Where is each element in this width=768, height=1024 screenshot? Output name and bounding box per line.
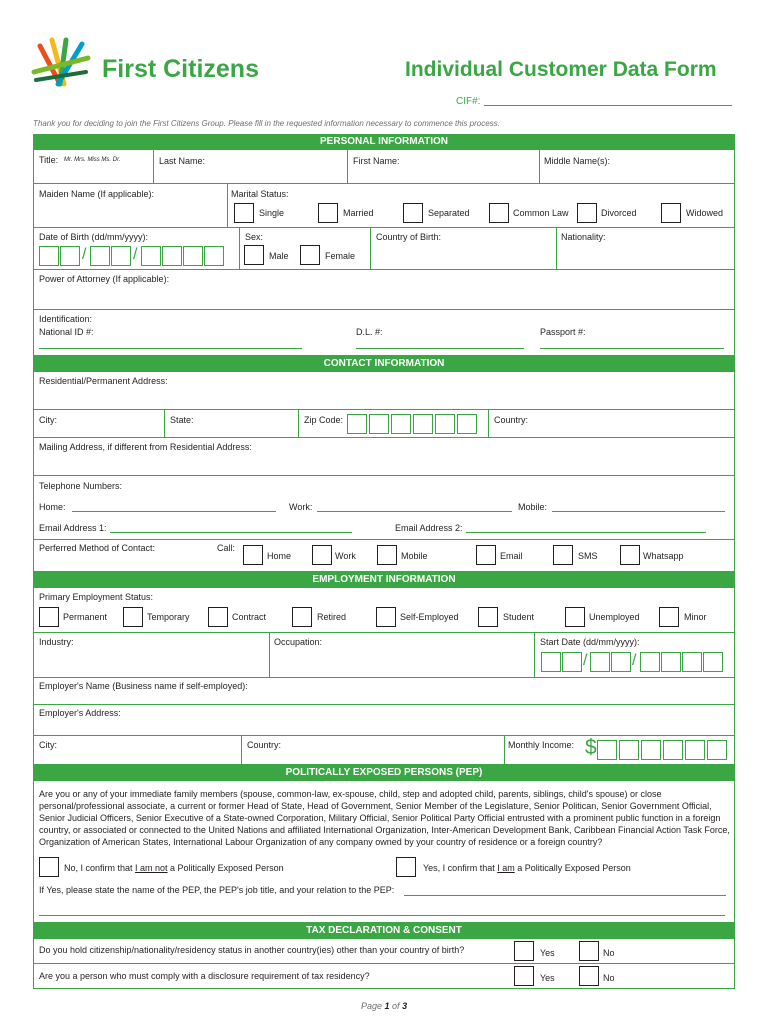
- pep-details-field-1[interactable]: [404, 895, 726, 896]
- dob-slash-2: /: [133, 246, 138, 263]
- contact-sms-checkbox[interactable]: [553, 545, 573, 565]
- zip-box-3[interactable]: [391, 414, 411, 434]
- row-pep: [33, 781, 735, 923]
- status-permanent-checkbox[interactable]: [39, 607, 59, 627]
- cif-field[interactable]: [484, 105, 732, 106]
- occupation-label: Occupation:: [274, 637, 323, 647]
- sex-male-label: Male: [269, 251, 289, 261]
- pep-heading: POLITICALLY EXPOSED PERSONS (PEP): [33, 765, 735, 781]
- start-day-2[interactable]: [562, 652, 582, 672]
- contact-work-checkbox[interactable]: [312, 545, 332, 565]
- dob-day-1[interactable]: [39, 246, 59, 266]
- identification-label: Identification:: [39, 314, 93, 324]
- contact-heading: CONTACT INFORMATION: [33, 356, 735, 372]
- row-tax-q1: [33, 939, 735, 964]
- poa-label: Power of Attorney (If applicable):: [39, 274, 170, 284]
- currency-symbol: $: [585, 736, 597, 759]
- row-tax-q2: [33, 964, 735, 989]
- start-year-3[interactable]: [682, 652, 702, 672]
- zip-box-5[interactable]: [435, 414, 455, 434]
- personal-heading: PERSONAL INFORMATION: [33, 134, 735, 150]
- passport-label: Passport #:: [540, 327, 586, 337]
- page-prefix: Page: [361, 1001, 385, 1011]
- marital-divorced-checkbox[interactable]: [577, 203, 597, 223]
- maiden-name-label: Maiden Name (If applicable):: [39, 189, 155, 199]
- mobile-label: Mobile:: [518, 502, 548, 512]
- pep-yes-underlined: I am: [497, 863, 515, 873]
- row-city-state: [33, 410, 735, 438]
- email1-label: Email Address 1:: [39, 523, 107, 533]
- contact-whatsapp-label: Whatsapp: [643, 551, 684, 561]
- pep-yes-checkbox[interactable]: [396, 857, 416, 877]
- zip-label: Zip Code:: [304, 415, 344, 425]
- status-temporary-checkbox[interactable]: [123, 607, 143, 627]
- row-dob-sex: [33, 228, 735, 270]
- marital-divorced-label: Divorced: [601, 208, 637, 218]
- first-name-label: First Name:: [353, 156, 400, 166]
- pep-question: Are you or any of your immediate family members (spouse, common-law, ex-spouse, child, step and adopted child, parents, siblings, child's spouse) or close personal/professional associate, a current or former Head of State, Head of Government, Senior Member of the Legislature, Senior Politican, Senior Government Official, Senior Judicial Officers, Senior Executive of a State-owned Corporation, Military Official, Senior Political Party Official entrusted with a prominent public function in a foreign country, or associated or connected to the United Nations and affiliated International Organization, Inter-American Development Bank, Caribbean Financial Action Task Force, Organization of American States, International Labour Organization of any company owned by your country of residence or a foreign country?: [39, 789, 730, 847]
- employment-heading: EMPLOYMENT INFORMATION: [33, 572, 735, 588]
- row-names: [33, 150, 735, 184]
- sex-female-checkbox[interactable]: [300, 245, 320, 265]
- status-student-checkbox[interactable]: [478, 607, 498, 627]
- marital-single-checkbox[interactable]: [234, 203, 254, 223]
- mobile-phone-field[interactable]: [552, 511, 725, 512]
- income-box-5[interactable]: [685, 740, 705, 760]
- pep-no-checkbox[interactable]: [39, 857, 59, 877]
- dl-field[interactable]: [356, 348, 524, 349]
- work-label: Work:: [289, 502, 313, 512]
- status-contract-label: Contract: [232, 612, 267, 622]
- marital-widowed-label: Widowed: [686, 208, 724, 218]
- income-box-6[interactable]: [707, 740, 727, 760]
- tax-q2-no-label: No: [603, 973, 615, 983]
- row-employer-address: [33, 705, 735, 736]
- national-id-field[interactable]: [39, 348, 302, 349]
- status-unemployed-checkbox[interactable]: [565, 607, 585, 627]
- home-label: Home:: [39, 502, 66, 512]
- country-of-birth-label: Country of Birth:: [376, 232, 442, 242]
- zip-box-6[interactable]: [457, 414, 477, 434]
- start-year-2[interactable]: [661, 652, 681, 672]
- telephone-label: Telephone Numbers:: [39, 481, 123, 491]
- start-day-1[interactable]: [541, 652, 561, 672]
- intro-text: Thank you for deciding to join the First Citizens Group. Please fill in the requested information necessary to commence this process.: [33, 119, 500, 128]
- logo: [30, 36, 94, 92]
- contact-home-label: Home: [267, 551, 292, 561]
- contact-sms-label: SMS: [578, 551, 598, 561]
- logo-mark-icon: [30, 36, 94, 92]
- page-current: 1: [384, 1001, 390, 1011]
- email2-field[interactable]: [466, 532, 706, 533]
- income-box-3[interactable]: [641, 740, 661, 760]
- dob-year-2[interactable]: [162, 246, 182, 266]
- pep-yes-pre: Yes, I confirm that: [423, 863, 498, 873]
- status-minor-checkbox[interactable]: [659, 607, 679, 627]
- dob-year-3[interactable]: [183, 246, 203, 266]
- contact-mobile-label: Mobile: [401, 551, 428, 561]
- tax-q1-no-checkbox[interactable]: [579, 941, 599, 961]
- row-industry: [33, 633, 735, 678]
- start-slash-1: /: [583, 652, 588, 669]
- row-poa: [33, 270, 735, 310]
- sex-male-checkbox[interactable]: [244, 245, 264, 265]
- sex-label: Sex:: [245, 232, 264, 242]
- tax-q2-label: Are you a person who must comply with a disclosure requirement of tax residency?: [39, 971, 370, 981]
- contact-mobile-checkbox[interactable]: [377, 545, 397, 565]
- marital-common-law-checkbox[interactable]: [489, 203, 509, 223]
- email1-field[interactable]: [110, 532, 352, 533]
- pep-if-yes-label: If Yes, please state the name of the PEP, the PEP's job title, and your relation to the PEP:: [39, 885, 395, 895]
- preferred-label: Perferred Method of Contact:: [39, 543, 156, 553]
- pep-no-pre: No, I confirm that: [64, 863, 136, 873]
- middle-name-label: Middle Name(s):: [544, 156, 611, 166]
- title-label: Title:: [39, 155, 59, 165]
- residential-label: Residential/Permanent Address:: [39, 376, 168, 386]
- status-permanent-label: Permanent: [63, 612, 108, 622]
- state-label: State:: [170, 415, 194, 425]
- nationality-label: Nationality:: [561, 232, 606, 242]
- pep-no-underlined: I am not: [135, 863, 168, 873]
- start-month-1[interactable]: [590, 652, 610, 672]
- employer-city-label: City:: [39, 740, 57, 750]
- dl-label: D.L. #:: [356, 327, 383, 337]
- contact-work-label: Work: [335, 551, 356, 561]
- row-mailing: [33, 438, 735, 476]
- cif-label: CIF#:: [456, 96, 481, 107]
- brand-name: First Citizens: [102, 55, 259, 83]
- pep-yes-label: [423, 863, 631, 873]
- start-month-2[interactable]: [611, 652, 631, 672]
- row-employer-name: [33, 678, 735, 705]
- tax-q2-yes-checkbox[interactable]: [514, 966, 534, 986]
- start-year-1[interactable]: [640, 652, 660, 672]
- country-label: Country:: [494, 415, 529, 425]
- row-telephone: [33, 476, 735, 540]
- dob-label: Date of Birth (dd/mm/yyyy):: [39, 232, 149, 242]
- marital-status-label: Marital Status:: [231, 189, 289, 199]
- monthly-income-label: Monthly Income:: [508, 740, 575, 750]
- employer-address-label: Employer's Address:: [39, 708, 121, 718]
- marital-single-label: Single: [259, 208, 285, 218]
- zip-box-1[interactable]: [347, 414, 367, 434]
- status-unemployed-label: Unemployed: [589, 612, 640, 622]
- tax-q1-label: Do you hold citizenship/nationality/residency status in another country(ies) other than your country of birth?: [39, 945, 465, 955]
- status-student-label: Student: [503, 612, 535, 622]
- status-contract-checkbox[interactable]: [208, 607, 228, 627]
- zip-box-2[interactable]: [369, 414, 389, 434]
- row-preferred-contact: [33, 540, 735, 572]
- marital-separated-label: Separated: [428, 208, 470, 218]
- industry-label: Industry:: [39, 637, 74, 647]
- page-number: [361, 1001, 407, 1011]
- passport-field[interactable]: [540, 348, 724, 349]
- income-box-4[interactable]: [663, 740, 683, 760]
- marital-widowed-checkbox[interactable]: [661, 203, 681, 223]
- dob-slash-1: /: [82, 246, 87, 263]
- status-retired-checkbox[interactable]: [292, 607, 312, 627]
- last-name-label: Last Name:: [159, 156, 206, 166]
- call-label: Call:: [217, 543, 236, 553]
- start-slash-2: /: [632, 652, 637, 669]
- title-options[interactable]: Mr. Mrs. Miss Ms. Dr.: [64, 157, 121, 163]
- pep-no-post: a Politically Exposed Person: [167, 863, 284, 873]
- status-minor-label: Minor: [684, 612, 707, 622]
- row-employment-status: [33, 588, 735, 633]
- dob-month-2[interactable]: [111, 246, 131, 266]
- employer-name-label: Employer's Name (Business name if self-employed):: [39, 681, 248, 691]
- tax-q1-yes-checkbox[interactable]: [514, 941, 534, 961]
- row-residential: [33, 372, 735, 410]
- sex-female-label: Female: [325, 251, 356, 261]
- status-retired-label: Retired: [317, 612, 347, 622]
- pep-no-label: [64, 863, 284, 873]
- tax-q1-no-label: No: [603, 948, 615, 958]
- income-box-2[interactable]: [619, 740, 639, 760]
- dob-month-1[interactable]: [90, 246, 110, 266]
- work-phone-field[interactable]: [317, 511, 512, 512]
- email2-label: Email Address 2:: [395, 523, 463, 533]
- status-self-employed-label: Self-Employed: [400, 612, 459, 622]
- pep-yes-post: a Politically Exposed Person: [514, 863, 631, 873]
- income-box-1[interactable]: [597, 740, 617, 760]
- status-temporary-label: Temporary: [147, 612, 190, 622]
- city-label: City:: [39, 415, 57, 425]
- tax-q1-yes-label: Yes: [540, 948, 555, 958]
- start-year-4[interactable]: [703, 652, 723, 672]
- home-phone-field[interactable]: [72, 511, 276, 512]
- contact-email-label: Email: [500, 551, 523, 561]
- marital-married-label: Married: [343, 208, 374, 218]
- zip-box-4[interactable]: [413, 414, 433, 434]
- form-title: Individual Customer Data Form: [405, 58, 717, 81]
- pep-details-field-2[interactable]: [39, 915, 725, 916]
- dob-year-1[interactable]: [141, 246, 161, 266]
- marital-common-law-label: Common Law: [513, 208, 569, 218]
- row-identification: [33, 310, 735, 356]
- start-date-label: Start Date (dd/mm/yyyy):: [540, 637, 640, 647]
- contact-home-checkbox[interactable]: [243, 545, 263, 565]
- row-maiden-marital: [33, 184, 735, 228]
- marital-married-checkbox[interactable]: [318, 203, 338, 223]
- primary-status-label: Primary Employment Status:: [39, 592, 154, 602]
- page-of: of: [389, 1001, 403, 1011]
- contact-whatsapp-checkbox[interactable]: [620, 545, 640, 565]
- mailing-label: Mailing Address, if different from Residential Address:: [39, 442, 252, 452]
- dob-day-2[interactable]: [60, 246, 80, 266]
- employer-country-label: Country:: [247, 740, 282, 750]
- national-id-label: National ID #:: [39, 327, 94, 337]
- row-employer-city: [33, 736, 735, 765]
- marital-separated-checkbox[interactable]: [403, 203, 423, 223]
- status-self-employed-checkbox[interactable]: [376, 607, 396, 627]
- dob-year-4[interactable]: [204, 246, 224, 266]
- tax-q2-no-checkbox[interactable]: [579, 966, 599, 986]
- tax-heading: TAX DECLARATION & CONSENT: [33, 923, 735, 939]
- page-total: 3: [402, 1001, 408, 1011]
- tax-q2-yes-label: Yes: [540, 973, 555, 983]
- contact-email-checkbox[interactable]: [476, 545, 496, 565]
